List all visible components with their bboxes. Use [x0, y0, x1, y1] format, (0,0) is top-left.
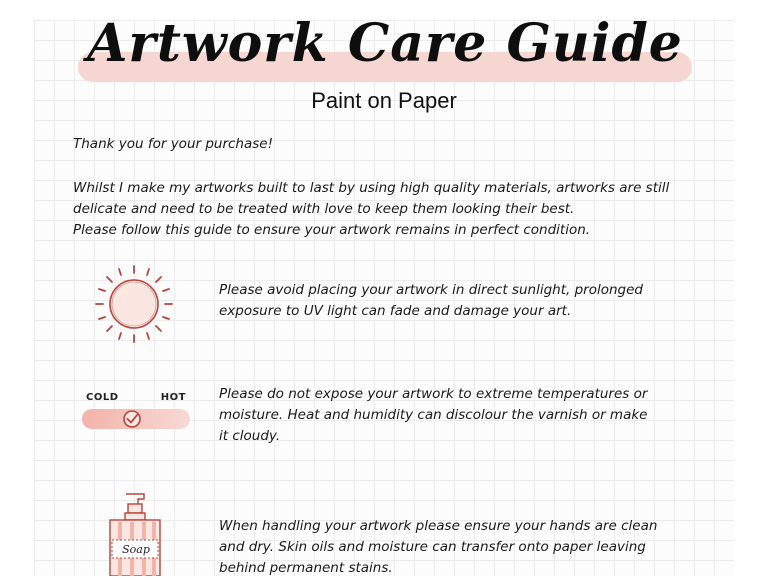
temperature-care-text	[219, 384, 659, 447]
intro-line: Please follow this guide to ensure your artwork remains in perfect condition.	[73, 222, 591, 238]
intro-paragraph	[73, 178, 693, 241]
care-line: and dry. Skin oils and moisture can transfer onto paper leaving	[219, 539, 646, 555]
soap-bottle-drawing	[104, 490, 166, 576]
page-subtitle: Paint on Paper	[311, 88, 457, 113]
care-line: moisture. Heat and humidity can discolour the varnish or make	[219, 407, 648, 423]
temperature-scale-icon	[80, 392, 192, 436]
care-line: When handling your artwork please ensure your hands are clean	[219, 518, 658, 534]
hot-label: HOT	[160, 392, 186, 403]
intro-line: Whilst I make my artworks built to last by using high quality materials, artworks are still	[73, 180, 670, 196]
soap-label: Soap	[122, 543, 150, 556]
sun-icon	[92, 262, 176, 346]
care-line: it cloudy.	[219, 428, 281, 444]
cold-label: COLD	[86, 392, 119, 403]
care-line: Please do not expose your artwork to extreme temperatures or	[219, 386, 648, 402]
soap-bottle-icon	[104, 490, 166, 576]
thank-you-text: Thank you for your purchase!	[73, 136, 274, 152]
handling-care-text	[219, 516, 659, 579]
care-line: behind permanent stains.	[219, 560, 393, 576]
care-line: exposure to UV light can fade and damage your art.	[219, 303, 572, 319]
care-line: Please avoid placing your artwork in direct sunlight, prolonged	[219, 282, 643, 298]
page-title: Artwork Care Guide	[87, 13, 683, 74]
sunlight-care-text	[219, 280, 659, 322]
intro-line: delicate and need to be treated with love to keep them looking their best.	[73, 201, 575, 217]
temperature-bar	[80, 406, 192, 436]
